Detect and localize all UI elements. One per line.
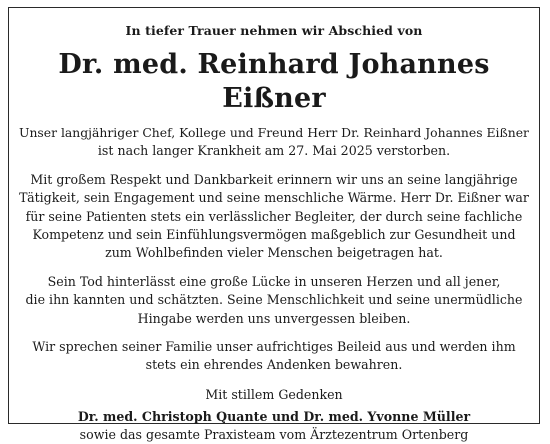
text-line: Tätigkeit, sein Engagement und seine menschliche Wärme. Herr Dr. Eißner war [19, 190, 529, 206]
text-line: ist nach langer Krankheit am 27. Mai 2025 verstorben. [97, 143, 451, 159]
text-line: Kompetenz und sein Einfühlungsvermögen maßgeblich zur Gesundheit und [32, 227, 516, 243]
team-signature: sowie das gesamte Praxisteam vom Ärztezentrum Ortenberg [79, 426, 469, 442]
text-line: zum Wohlbefinden vieler Menschen beigetragen hat. [105, 245, 443, 261]
deceased-name: Dr. med. Reinhard Johannes Eißner [58, 49, 490, 114]
text-line: Wir sprechen seiner Familie unser aufrichtiges Beileid aus und werden ihm [32, 339, 516, 355]
intro-heading: In tiefer Trauer nehmen wir Abschied von [125, 23, 423, 38]
text-line: stets ein ehrendes Andenken bewahren. [145, 357, 403, 373]
text-line: Unser langjähriger Chef, Kollege und Freund Herr Dr. Reinhard Johannes Eißner [19, 126, 529, 140]
paragraph-tribute [8, 171, 540, 263]
obituary-notice [8, 7, 540, 444]
paragraph-announcement [8, 124, 540, 161]
paragraph-loss [8, 273, 540, 328]
text-line: die ihn kannten und schätzten. Seine Menschlichkeit und seine unermüdliche [25, 292, 523, 308]
text-line: Mit großem Respekt und Dankbarkeit erinnern wir uns an seine langjährige [30, 171, 518, 187]
text-line: für seine Patienten stets ein verlässlicher Begleiter, der durch seine fachliche [25, 208, 523, 224]
paragraph-condolence [8, 338, 540, 375]
closing-phrase: Mit stillem Gedenken [205, 386, 343, 402]
text-line: Sein Tod hinterlässt eine große Lücke in unseren Herzen und all jener, [47, 273, 501, 289]
text-line: Hingabe werden uns unvergessen bleiben. [137, 310, 411, 326]
signers: Dr. med. Christoph Quante und Dr. med. Yvonne Müller [77, 408, 471, 424]
